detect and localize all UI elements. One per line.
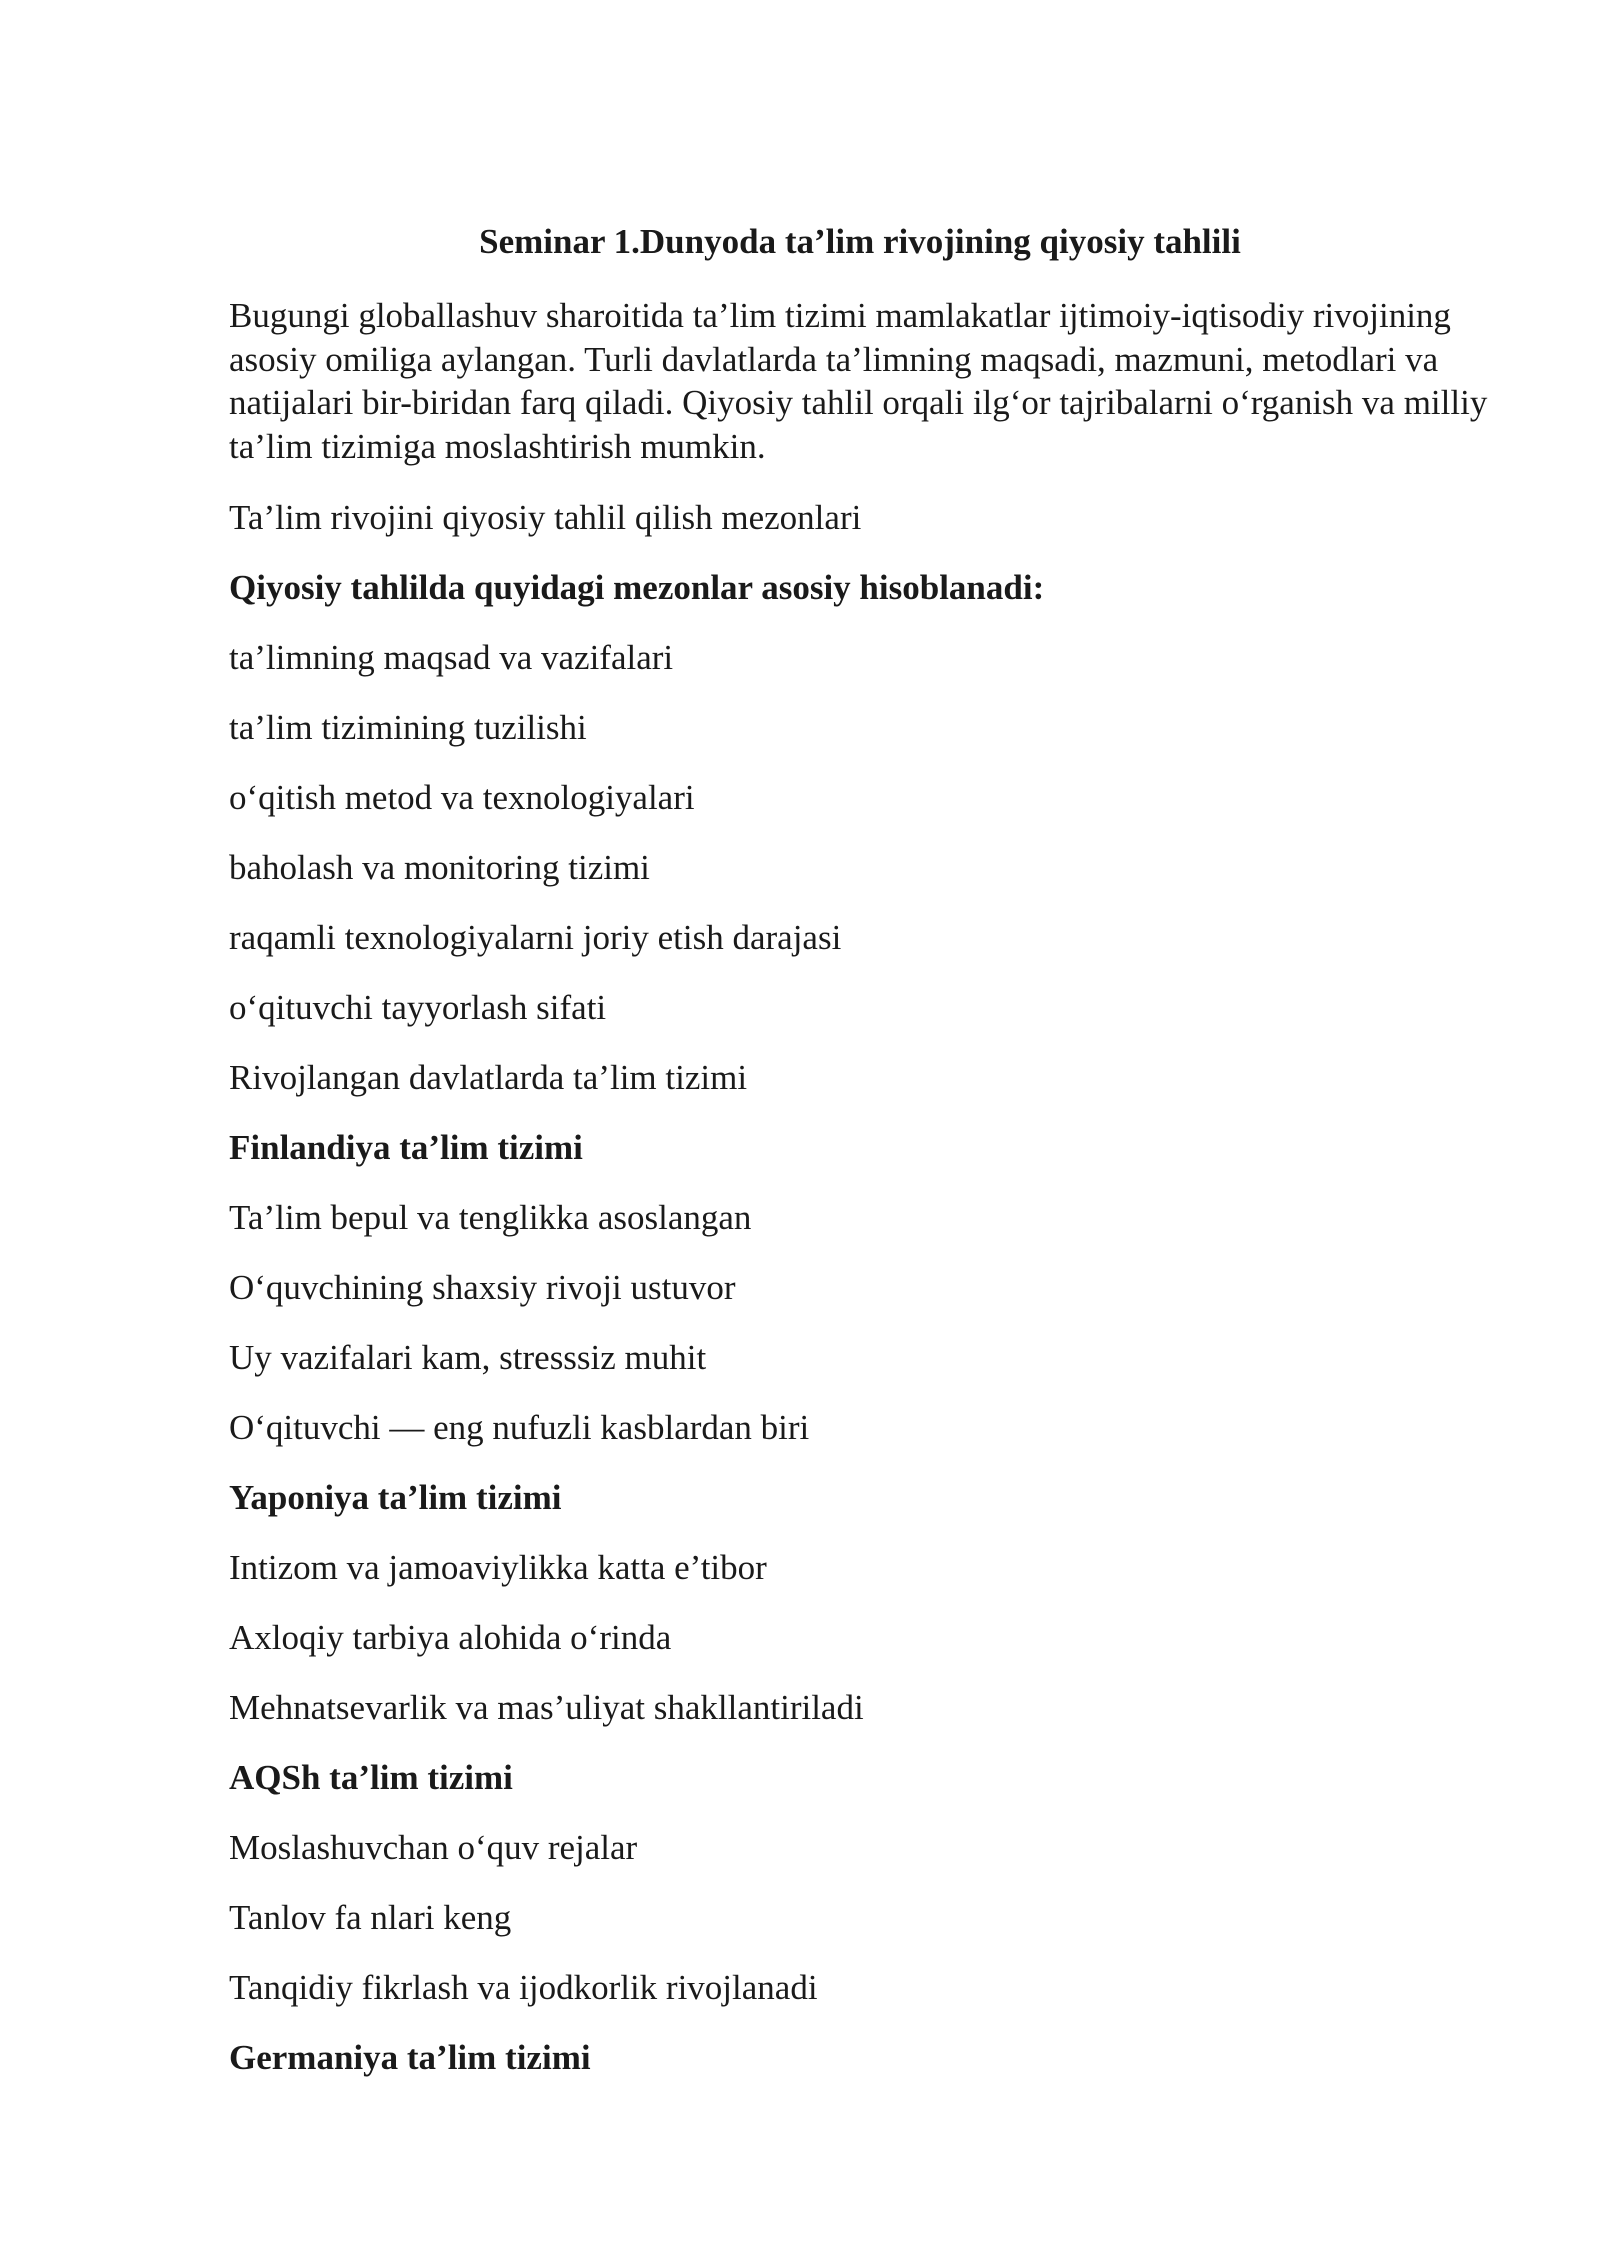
criteria-intro: Qiyosiy tahlilda quyidagi mezonlar asosiy hisoblanadi: — [229, 568, 1045, 607]
criteria-heading: Ta’lim rivojini qiyosiy tahlil qilish mezonlari — [229, 498, 862, 537]
list-item: O‘quvchining shaxsiy rivoji ustuvor — [229, 1268, 736, 1307]
section-heading-finland: Finlandiya ta’lim tizimi — [229, 1128, 583, 1167]
page-title: Seminar 1.Dunyoda ta’lim rivojining qiyosiy tahlili — [479, 222, 1241, 261]
list-item: Tanqidiy fikrlash va ijodkorlik rivojlanadi — [229, 1968, 818, 2007]
section-heading-japan: Yaponiya ta’lim tizimi — [229, 1478, 562, 1517]
list-item: Axloqiy tarbiya alohida o‘rinda — [229, 1618, 672, 1657]
list-item: Tanlov fa nlari keng — [229, 1898, 512, 1937]
list-item: Intizom va jamoaviylikka katta e’tibor — [229, 1548, 767, 1587]
section-heading-usa: AQSh ta’lim tizimi — [229, 1758, 513, 1797]
criteria-item: baholash va monitoring tizimi — [229, 848, 650, 887]
section-subheading: Rivojlangan davlatlarda ta’lim tizimi — [229, 1058, 748, 1097]
criteria-item: raqamli texnologiyalarni joriy etish darajasi — [229, 918, 842, 957]
criteria-item: o‘qituvchi tayyorlash sifati — [229, 988, 607, 1027]
criteria-item: ta’lim tizimining tuzilishi — [229, 708, 587, 747]
section-heading-germany: Germaniya ta’lim tizimi — [229, 2038, 591, 2077]
list-item: Mehnatsevarlik va mas’uliyat shakllantiriladi — [229, 1688, 864, 1727]
list-item: Ta’lim bepul va tenglikka asoslangan — [229, 1198, 752, 1237]
list-item: Moslashuvchan o‘quv rejalar — [229, 1828, 638, 1867]
list-item: O‘qituvchi — eng nufuzli kasblardan biri — [229, 1408, 810, 1447]
list-item: Uy vazifalari kam, stresssiz muhit — [229, 1338, 707, 1377]
intro-paragraph: Bugungi globallashuv sharoitida ta’lim tizimi mamlakatlar ijtimoiy-iqtisodiy rivojining asosiy omiliga aylangan. Turli davlatlarda ta’limning maqsadi, mazmuni, metodlari va natijalari bir-biridan farq qiladi. Qiyosiy tahlil orqali ilg‘or tajribalarni o‘rganish va milliy ta’lim tizimiga moslashtirish mumkin. — [229, 296, 1488, 466]
criteria-item: o‘qitish metod va texnologiyalari — [229, 778, 695, 817]
criteria-item: ta’limning maqsad va vazifalari — [229, 638, 674, 677]
